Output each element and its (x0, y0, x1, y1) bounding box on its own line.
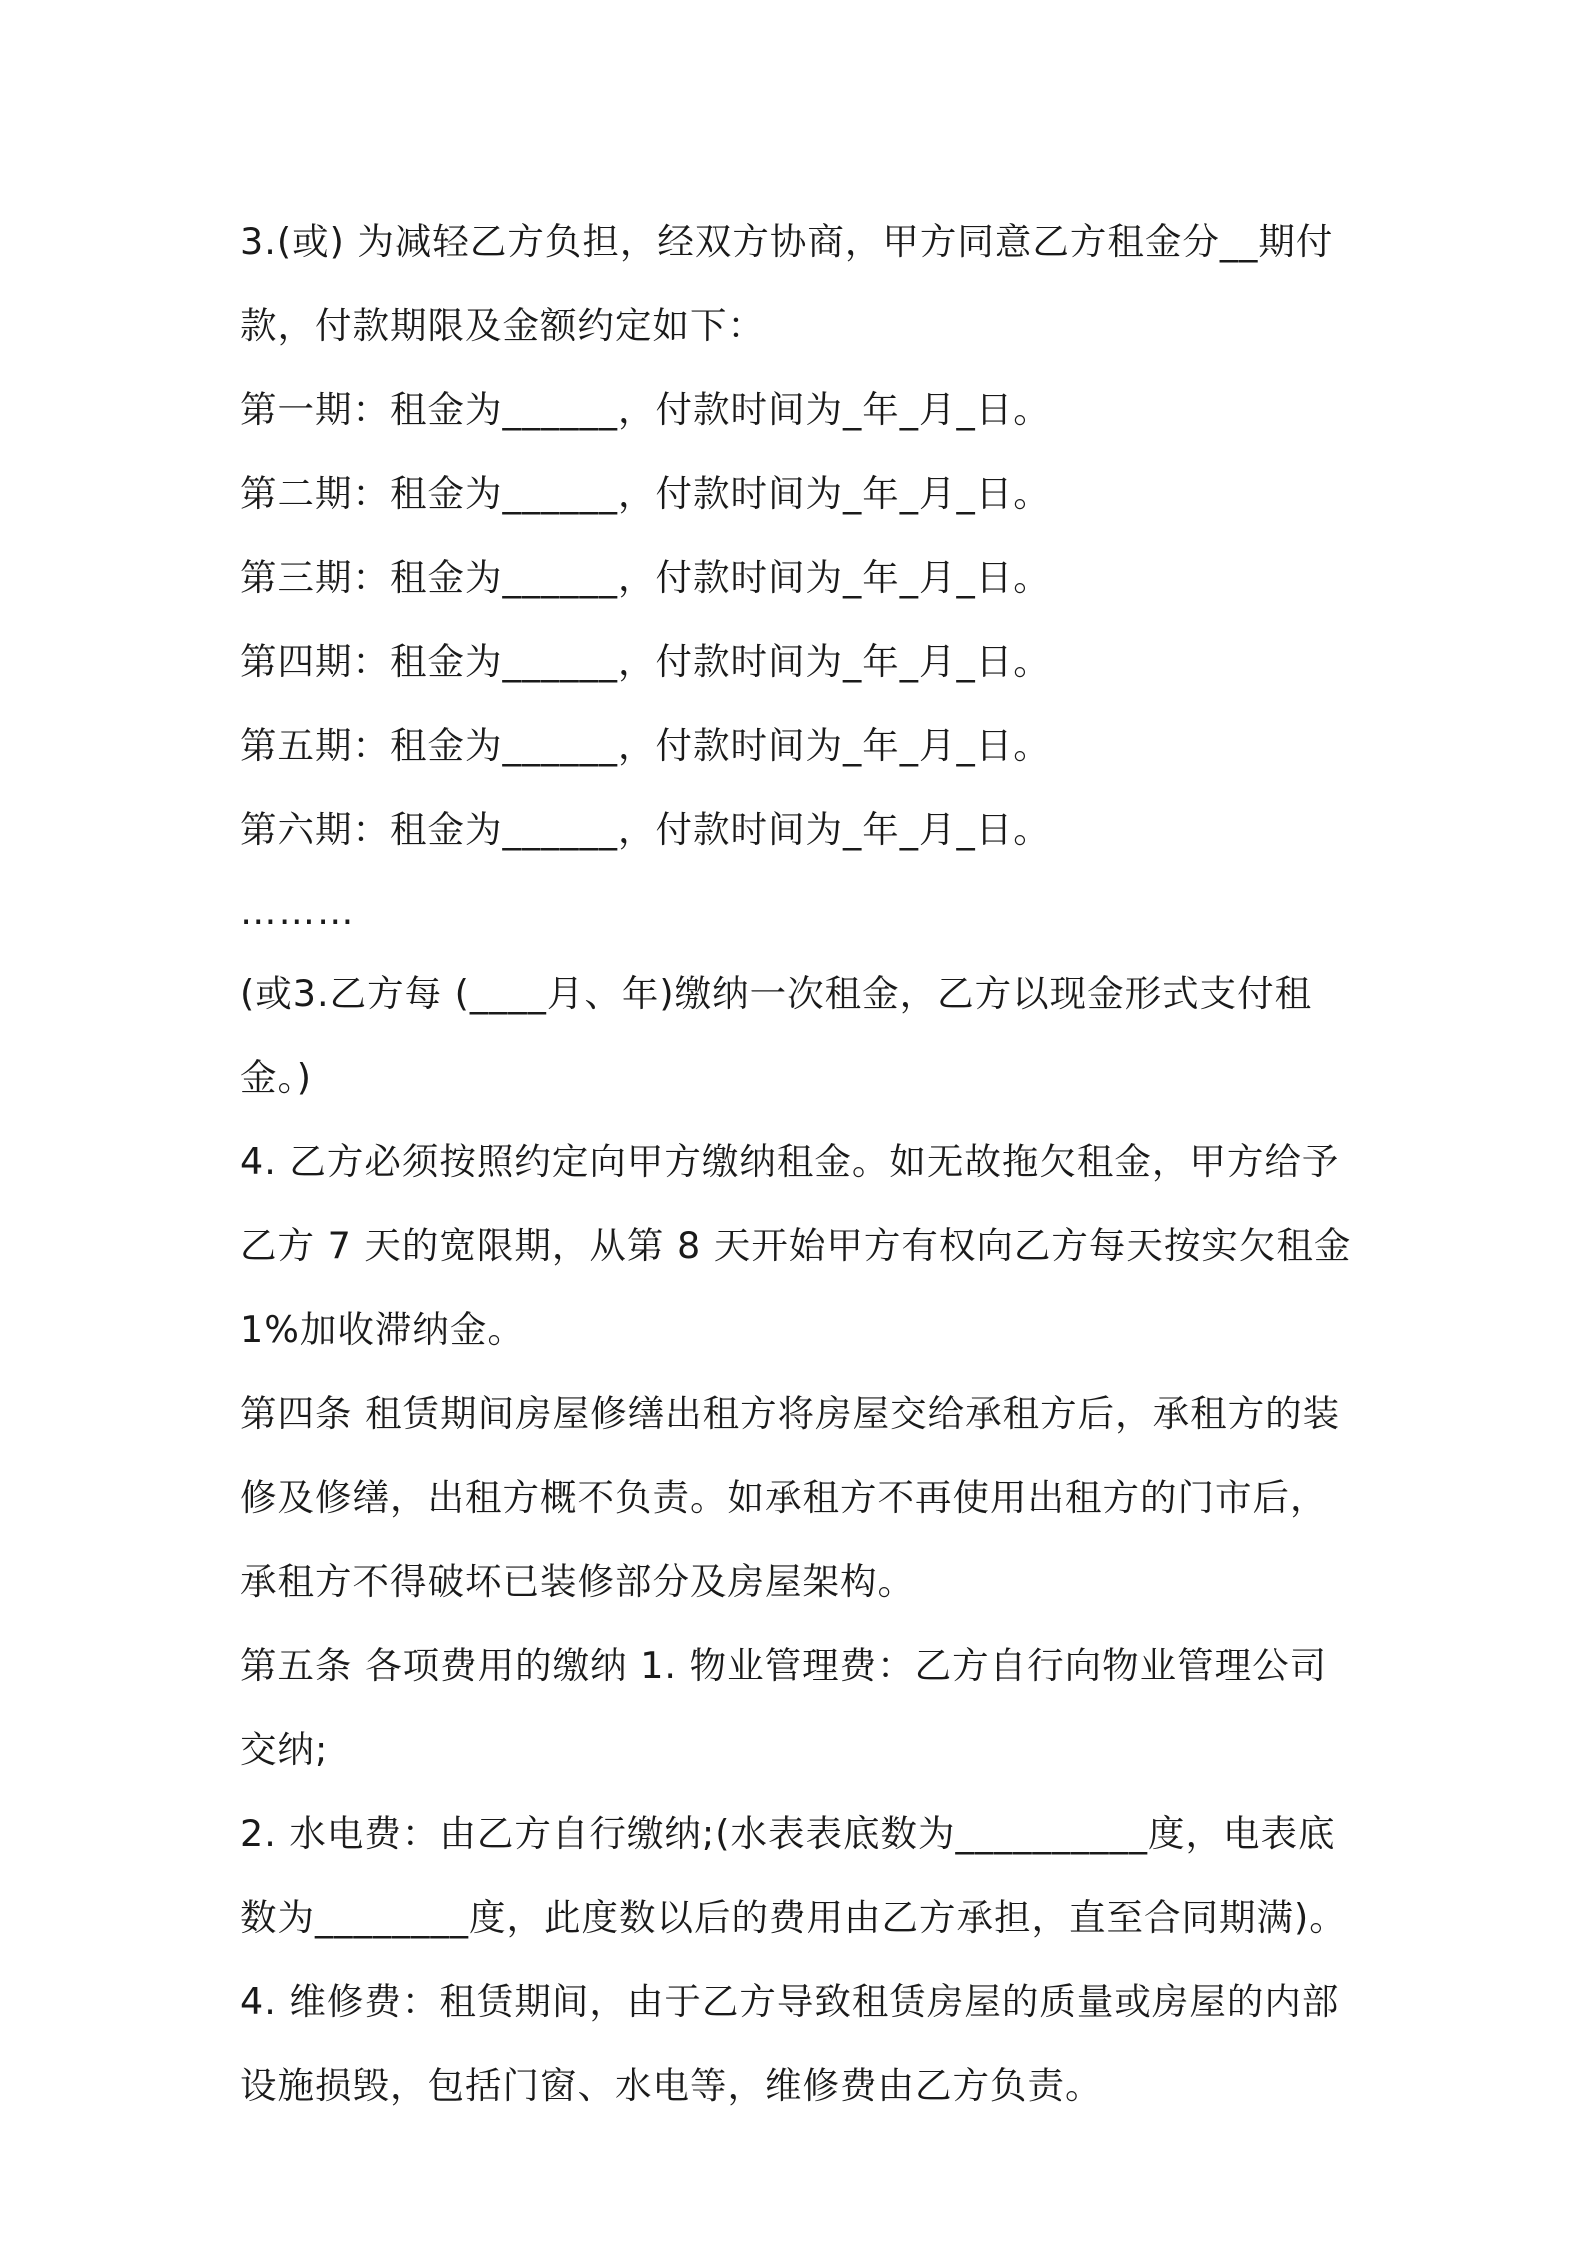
paragraph-article-4-repairs: 第四条 租赁期间房屋修缮出租方将房屋交给承租方后，承租方的装修及修缮，出租方概不负责。如承租方不再使用出租方的门市后，承租方不得破坏已装修部分及房屋架构。 (240, 1392, 1341, 1603)
paragraph-alt-payment: (或3.乙方每 (____月、年)缴纳一次租金，乙方以现金形式支付租金。) (240, 972, 1313, 1099)
paragraph-utilities: 2. 水电费：由乙方自行缴纳;(水表表底数为__________度，电表底数为________度，此度数以后的费用由乙方承担，直至合同期满)。 (240, 1812, 1347, 1939)
paragraph-article-5-fees: 第五条 各项费用的缴纳 1. 物业管理费：乙方自行向物业管理公司交纳; (240, 1644, 1328, 1771)
paragraph-installment-clause: 3.(或) 为减轻乙方负担，经双方协商，甲方同意乙方租金分__期付款，付款期限及金额约定如下： (240, 220, 1334, 347)
paragraph-installment-1: 第一期：租金为______，付款时间为_年_月_日。 (240, 388, 1051, 431)
paragraph-installment-4: 第四期：租金为______，付款时间为_年_月_日。 (240, 640, 1051, 683)
paragraph-installment-5: 第五期：租金为______，付款时间为_年_月_日。 (240, 724, 1051, 767)
paragraph-late-fee: 4. 乙方必须按照约定向甲方缴纳租金。如无故拖欠租金，甲方给予乙方 7 天的宽限期，从第 8 天开始甲方有权向乙方每天按实欠租金 1%加收滞纳金。 (240, 1140, 1352, 1351)
paragraph-installment-6: 第六期：租金为______，付款时间为_年_月_日。 (240, 808, 1051, 851)
document-body (240, 200, 1355, 2128)
paragraph-maintenance: 4. 维修费：租赁期间，由于乙方导致租赁房屋的质量或房屋的内部设施损毁，包括门窗、水电等，维修费由乙方负责。 (240, 1980, 1340, 2107)
paragraph-installment-2: 第二期：租金为______，付款时间为_年_月_日。 (240, 472, 1051, 515)
paragraph-ellipsis: ……… (240, 890, 356, 933)
paragraph-installment-3: 第三期：租金为______，付款时间为_年_月_日。 (240, 556, 1051, 599)
